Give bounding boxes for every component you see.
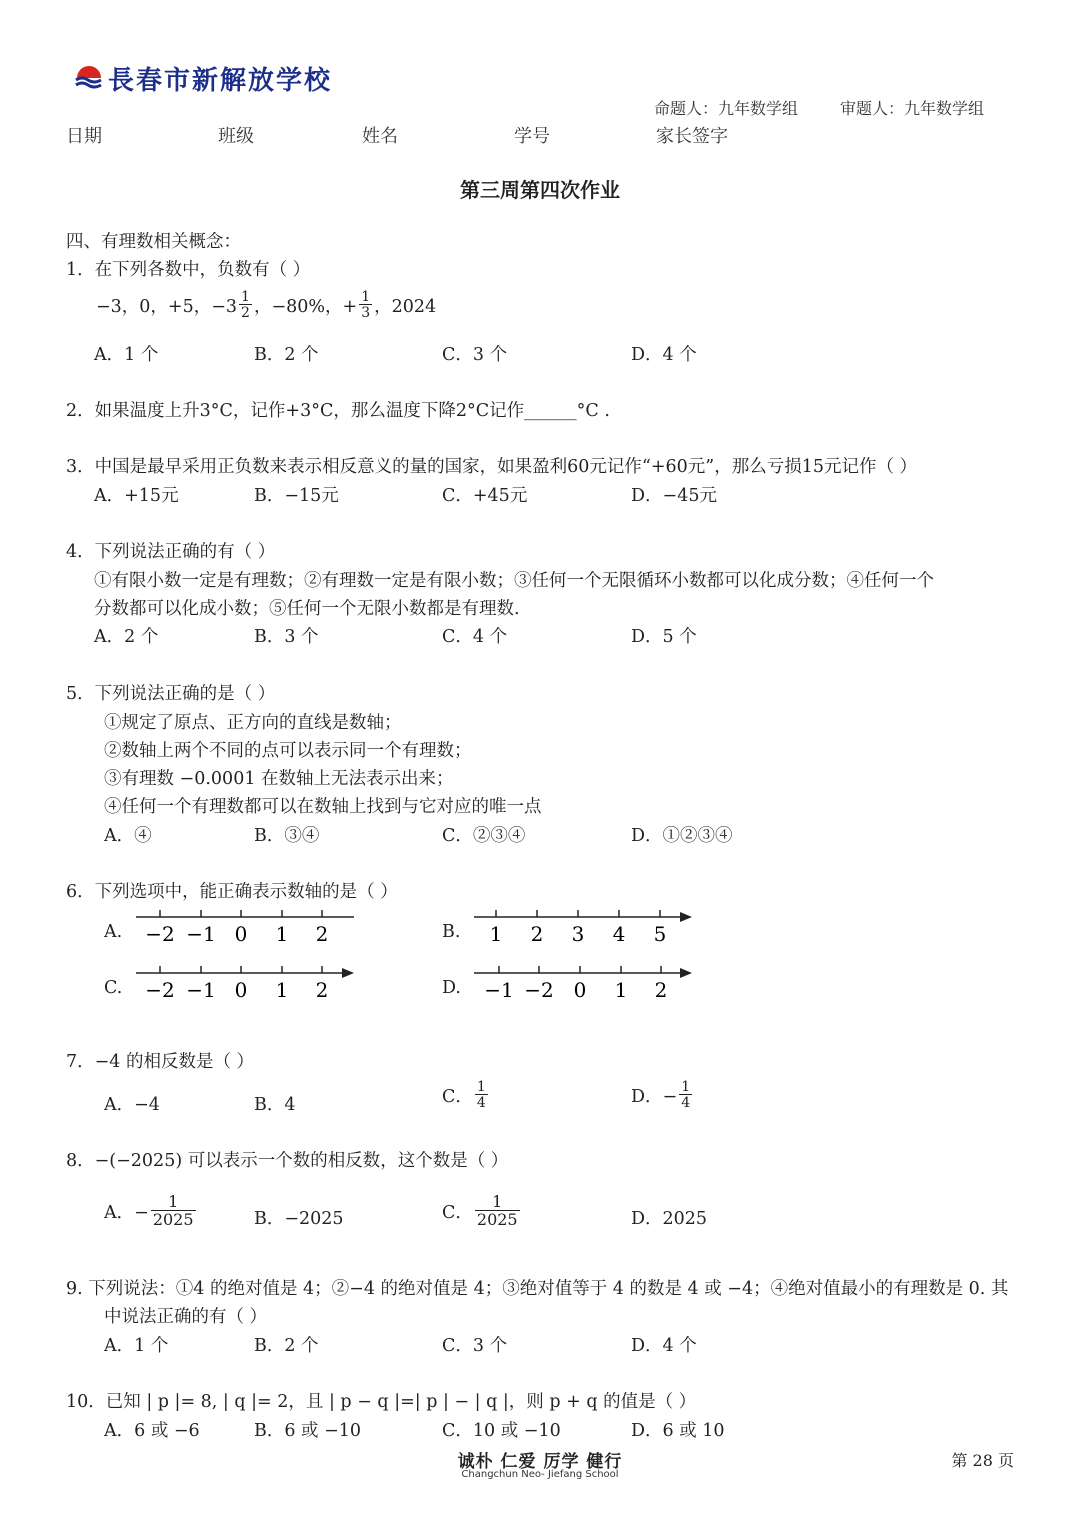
q8-option-d[interactable]: D．2025 [631,1209,708,1229]
q8-option-c[interactable] [442,1194,522,1228]
q7-option-b[interactable]: B．4 [254,1095,296,1115]
q7-option-d-prefix: D．− [631,1086,678,1107]
setter-label: 命题人：九年数学组 [654,99,799,118]
q2-stem: 2．如果温度上升3°C，记作+3°C，那么温度下降2°C记作______°C . [66,401,610,421]
q6-option-a-label[interactable]: A. [104,922,123,942]
q4-line2: 分数都可以化成小数；⑤任何一个无限小数都是有理数. [94,599,520,619]
q3-option-d[interactable]: D．−45元 [631,486,717,506]
footer-motto: 诚朴 仁爱 厉学 健行 [457,1452,623,1472]
q4-option-c[interactable]: C．4 个 [442,627,508,647]
reviewer-label: 审题人：九年数学组 [840,99,985,118]
section-heading: 四、有理数相关概念： [66,232,241,252]
q1-option-d[interactable]: D．4 个 [631,345,697,365]
q6-number-line-a[interactable] [134,908,359,948]
q8-fraction-c: $\frac{1}{2025}$ [476,1192,518,1229]
q1-fraction-half: $\frac{1}{2}$ [241,289,250,321]
q8-option-a[interactable] [104,1194,198,1228]
q6-d-tick-1: −1 [484,978,514,1002]
q7-option-a[interactable]: A．−4 [104,1095,160,1115]
q5-item-1: ①规定了原点、正方向的直线是数轴； [104,713,402,733]
q7-stem: 7．−4 的相反数是（ ） [66,1052,255,1072]
q5-option-a[interactable]: A．④ [104,826,152,846]
q1-nums-b: ，−80%，+ [253,296,358,317]
q8-stem: 8．−(−2025) 可以表示一个数的相反数，这个数是（ ） [66,1151,509,1171]
q6-a-tick-2: −1 [186,922,216,946]
page-title: 第三周第四次作业 [460,178,620,202]
q3-option-a[interactable]: A．+15元 [94,486,179,506]
arrow-head-icon [680,968,692,978]
q6-d-tick-5: 2 [654,978,668,1002]
field-parent-signature: 家长签字 [656,126,728,147]
arrow-head-icon [342,968,354,978]
arrow-head-icon [680,912,692,922]
q6-c-tick-5: 2 [315,978,329,1002]
q9-option-d[interactable]: D．4 个 [631,1336,697,1356]
q8-option-c-prefix: C． [442,1202,473,1223]
q4-line1: ①有限小数一定是有理数；②有理数一定是有限小数；③任何一个无限循环小数都可以化成分数；④任何一个 [94,571,934,591]
q8-option-b[interactable]: B．−2025 [254,1209,344,1229]
page-number: 第 28 页 [951,1451,1014,1470]
q3-option-b[interactable]: B．−15元 [254,486,339,506]
q4-option-a[interactable]: A．2 个 [94,627,159,647]
field-name: 姓名 [362,126,398,147]
q6-b-tick-1: 1 [489,922,503,946]
q6-option-c-label[interactable]: C. [104,978,123,998]
q6-stem: 6．下列选项中，能正确表示数轴的是（ ） [66,882,398,902]
q6-d-tick-4: 1 [614,978,628,1002]
q5-option-d[interactable]: D．①②③④ [631,826,733,846]
field-class: 班级 [218,126,254,147]
q1-option-c[interactable]: C．3 个 [442,345,508,365]
q6-b-tick-5: 5 [653,922,667,946]
q8-fraction-a: $\frac{1}{2025}$ [152,1192,194,1229]
q10-option-b[interactable]: B．6 或 −10 [254,1421,362,1441]
q6-c-tick-3: 0 [234,978,248,1002]
q9-line2: 中说法正确的有（ ） [104,1307,268,1327]
q5-item-3: ③有理数 −0.0001 在数轴上无法表示出来； [104,769,454,789]
q1-nums-a: −3，0，+5，−3 [96,296,238,317]
q7-option-d[interactable] [631,1080,694,1110]
q5-option-c[interactable]: C．②③④ [442,826,526,846]
q6-d-tick-3: 0 [573,978,587,1002]
q9-line1: 9. 下列说法：①4 的绝对值是 4；②−4 的绝对值是 4；③绝对值等于 4 的数是 4 或 −4；④绝对值最小的有理数是 0. 其 [66,1279,1009,1299]
field-date: 日期 [66,126,102,147]
q10-option-d[interactable]: D．6 或 10 [631,1421,725,1441]
q6-b-tick-2: 2 [530,922,544,946]
q1-numbers [96,290,436,320]
q9-option-c[interactable]: C．3 个 [442,1336,508,1356]
q6-option-d-label[interactable]: D. [442,978,461,998]
q3-stem: 3．中国是最早采用正负数来表示相反意义的量的国家，如果盈利60元记作“+60元”，那么亏损15元记作（ ） [66,457,918,477]
q6-a-tick-3: 0 [234,922,248,946]
q7-option-c-prefix: C． [442,1086,473,1107]
q6-a-tick-5: 2 [315,922,329,946]
q1-option-a[interactable]: A．1 个 [94,345,159,365]
q10-option-a[interactable]: A．6 或 −6 [104,1421,200,1441]
q6-c-tick-2: −1 [186,978,216,1002]
q9-option-b[interactable]: B．2 个 [254,1336,319,1356]
q10-stem: 10．已知 | p |= 8, | q |= 2，且 | p − q |=| p | − | q |，则 p + q 的值是（ ） [66,1392,697,1412]
q6-a-tick-4: 1 [275,922,289,946]
q10-option-c[interactable]: C．10 或 −10 [442,1421,561,1441]
q1-stem: 1．在下列各数中，负数有（ ） [66,260,311,280]
q1-nums-c: ，2024 [374,296,437,317]
q6-a-tick-1: −2 [145,922,175,946]
q4-stem: 4．下列说法正确的有（ ） [66,542,276,562]
field-student-id: 学号 [514,126,550,147]
q6-b-tick-4: 4 [612,922,626,946]
q6-number-line-c[interactable] [134,964,359,1004]
q6-c-tick-1: −2 [145,978,175,1002]
q6-option-b-label[interactable]: B. [442,922,461,942]
q6-d-tick-2: −2 [524,978,554,1002]
q4-option-d[interactable]: D．5 个 [631,627,697,647]
q6-number-line-d[interactable] [472,964,697,1004]
q6-c-tick-4: 1 [275,978,289,1002]
q1-option-b[interactable]: B．2 个 [254,345,319,365]
q7-fraction-c: $\frac{1}{4}$ [476,1079,486,1111]
q1-fraction-third: $\frac{1}{3}$ [361,289,371,321]
q5-item-4: ④任何一个有理数都可以在数轴上找到与它对应的唯一点 [104,797,542,817]
q7-option-c[interactable] [442,1080,490,1110]
school-name: 長春市新解放学校 [108,66,333,96]
school-logo-icon [74,60,104,95]
q3-option-c[interactable]: C．+45元 [442,486,528,506]
q5-item-2: ②数轴上两个不同的点可以表示同一个有理数； [104,741,472,761]
q9-option-a[interactable]: A．1 个 [104,1336,169,1356]
q8-option-a-prefix: A．− [104,1202,149,1223]
q4-option-b[interactable]: B．3 个 [254,627,319,647]
q5-option-b[interactable]: B．③④ [254,826,320,846]
footer-school-english: Changchun Neo- Jiefang School [461,1469,619,1480]
q7-fraction-d: $\frac{1}{4}$ [681,1079,691,1111]
q6-b-tick-3: 3 [571,922,585,946]
q6-number-line-b[interactable] [472,908,697,948]
q5-stem: 5．下列说法正确的是（ ） [66,684,276,704]
